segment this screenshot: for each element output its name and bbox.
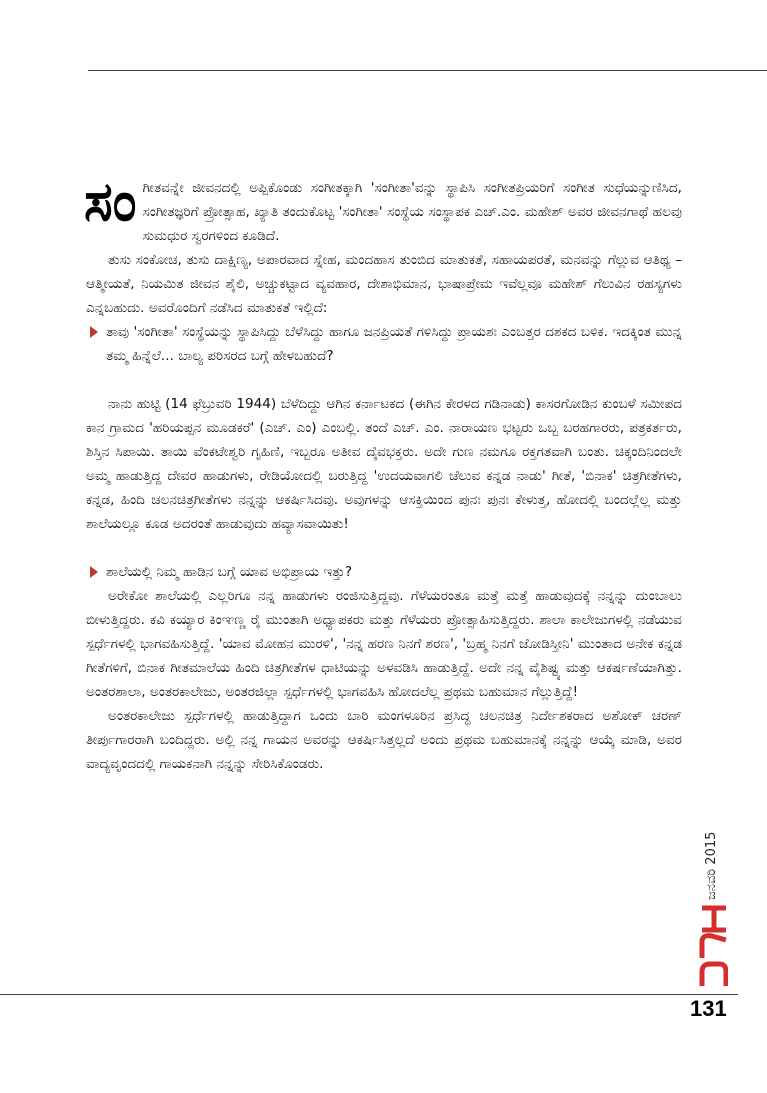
question-1-text: ತಾವು 'ಸಂಗೀತಾ' ಸಂಸ್ಥೆಯನ್ನು ಸ್ಥಾಪಿಸಿದ್ದು ಬೆಳೆಸಿದ್ದು ಹಾಗೂ ಜನಪ್ರಿಯತೆ ಗಳಿಸಿದ್ದು ಪ್ರಾಯಶಃ ಎಂಬತ್ತರ ದಶಕದ ಬಳಿಕ. ಇದಕ್ಕಿಂತ ಮುನ್ನ ತಮ್ಮ ಹಿನ್ನೆಲೆ... ಬಾಲ್ಯ ಪರಿಸರದ ಬಗ್ಗೆ ಹೇಳಬಹುದೆ?: [106, 324, 682, 364]
question-2: [86, 560, 682, 584]
question-bullet-icon: [90, 326, 98, 338]
issue-date: ಜನವರಿ 2015: [704, 831, 719, 900]
magazine-logo: [698, 902, 728, 990]
question-2-text: ಶಾಲೆಯಲ್ಲಿ ನಿಮ್ಮ ಹಾಡಿನ ಬಗ್ಗೆ ಯಾವ ಅಭಿಪ್ರಾಯ ಇತ್ತು?: [106, 564, 353, 580]
page-number: 131: [690, 996, 727, 1021]
article-body: [84, 170, 682, 776]
question-1: [86, 320, 682, 368]
paragraph-2: ತುಸು ಸಂಕೋಚ, ತುಸು ದಾಕ್ಷಿಣ್ಯ, ಅಪಾರವಾದ ಸ್ನೇಹ, ಮಂದಹಾಸ ತುಂಬಿದ ಮಾತುಕತೆ, ಸಹಾಯಪರತೆ, ಮನವನ್ನು ಗೆಲ್ಲುವ ಆತಿಥ್ಯ –ಆತ್ಮೀಯತೆ, ನಿಯಮಿತ ಜೀವನ ಶೈಲಿ, ಅಚ್ಚುಕಟ್ಟಾದ ವ್ಯವಹಾರ, ದೇಶಾಭಿಮಾನ, ಭಾಷಾಪ್ರೇಮ ಇವೆಲ್ಲವೂ ಮಹೇಶ್ ಗೆಲುವಿನ ರಹಸ್ಯಗಳು ಎನ್ನಬಹುದು. ಅವರೊಂದಿಗೆ ನಡೆಸಿದ ಮಾತುಕತೆ ಇಲ್ಲಿದೆ:: [86, 252, 682, 316]
intro-paragraph: [84, 170, 682, 248]
paragraph-5: ಅಂತರಕಾಲೇಜು ಸ್ಪರ್ಧೆಗಳಲ್ಲಿ ಹಾಡುತ್ತಿದ್ದಾಗ ಒಂದು ಬಾರಿ ಮಂಗಳೂರಿನ ಪ್ರಸಿದ್ಧ ಚಲನಚಿತ್ರ ನಿರ್ದೇಶಕರಾದ ಅಶೋಕ್ ಚರಣ್ ತೀರ್ಪುಗಾರರಾಗಿ ಬಂದಿದ್ದರು. ಅಲ್ಲಿ ನನ್ನ ಗಾಯನ ಅವರನ್ನು ಆಕರ್ಷಿಸಿತ್ತಲ್ಲದೆ ಅಂದು ಪ್ರಥಮ ಬಹುಮಾನಕ್ಕೆ ನನ್ನನ್ನು ಆಯ್ಕೆ ಮಾಡಿ, ಅವರ ವಾದ್ಯವೃಂದದಲ್ಲಿ ಗಾಯಕನಾಗಿ ನನ್ನನ್ನು ಸೇರಿಸಿಕೊಂಡರು.: [86, 708, 682, 772]
intro-text: ಗೀತವನ್ನೇ ಜೀವನದಲ್ಲಿ ಅಪ್ಪಿಕೊಂಡು ಸಂಗೀತಕ್ಕಾಗಿ 'ಸಂಗೀತಾ'ವನ್ನು ಸ್ಥಾಪಿಸಿ ಸಂಗೀತಪ್ರಿಯರಿಗೆ ಸಂಗೀತ ಸುಧೆಯನ್ನುಣಿಸಿದ, ಸಂಗೀತಜ್ಞರಿಗೆ ಪ್ರೋತ್ಸಾಹ, ಖ್ಯಾತಿ ತಂದುಕೊಟ್ಟ 'ಸಂಗೀತಾ' ಸಂಸ್ಥೆಯ ಸಂಸ್ಥಾಪಕ ಎಚ್.ಎಂ. ಮಹೇಶ್ ಅವರ ಜೀವನಗಾಥೆ ಹಲವು ಸುಮಧುರ ಸ್ವರಗಳಿಂದ ಕೂಡಿದೆ.: [142, 180, 682, 244]
footer-rule: [0, 994, 738, 995]
magazine-sidebar: [692, 800, 732, 990]
paragraph-4: ಅರೇಕೋ ಶಾಲೆಯಲ್ಲಿ ಎಲ್ಲರಿಗೂ ನನ್ನ ಹಾಡುಗಳು ರಂಜಿಸುತ್ತಿದ್ದವು. ಗೆಳೆಯರಂತೂ ಮತ್ತೆ ಮತ್ತೆ ಹಾಡುವುದಕ್ಕೆ ನನ್ನನ್ನು ದುಂಬಾಲು ಬೀಳುತ್ತಿದ್ದರು. ಕವಿ ಕಯ್ಯಾರ ಕಿಂಞಣ್ಣ ರೈ ಮುಂತಾಗಿ ಅಧ್ಯಾಪಕರು ಮತ್ತು ಗೆಳೆಯರು ಪ್ರೋತ್ಸಾಹಿಸುತ್ತಿದ್ದರು. ಶಾಲಾ ಕಾಲೇಜುಗಳಲ್ಲಿ ನಡೆಯುವ ಸ್ಪರ್ಧೆಗಳಲ್ಲಿ ಭಾಗವಹಿಸುತ್ತಿದ್ದೆ. 'ಯಾವ ಮೋಹನ ಮುರಳಿ', 'ನನ್ನ ಹರಣ ನಿನಗೆ ಶರಣ', 'ಬ್ರಹ್ಮ ನಿನಗೆ ಜೋಡಿಸ್ತೀನಿ' ಮುಂತಾದ ಅನೇಕ ಕನ್ನಡ ಗೀತೆಗಳಿಗೆ, ಬಿನಾಕ ಗೀತಮಾಲೆಯ ಹಿಂದಿ ಚಿತ್ರಗೀತೆಗಳ ಧಾಟಿಯನ್ನು ಅಳವಡಿಸಿ ಹಾಡುತ್ತಿದ್ದೆ. ಅದೇ ನನ್ನ ವೈಶಿಷ್ಟ್ಯ ಮತ್ತು ಆಕರ್ಷಣೆಯಾಗಿತ್ತು. ಅಂತರಶಾಲಾ, ಅಂತರಕಾಲೇಜು, ಅಂತರಜಿಲ್ಲಾ ಸ್ಪರ್ಧೆಗಳಲ್ಲಿ ಭಾಗವಹಿಸಿ ಹೋದಲೆಲ್ಲ ಪ್ರಥಮ ಬಹುಮಾನ ಗೆಲ್ಲುತ್ತಿದ್ದೆ!: [86, 588, 682, 700]
question-bullet-icon: [90, 566, 98, 578]
drop-cap: ಸಂ: [84, 170, 137, 233]
top-rule: [88, 70, 767, 71]
paragraph-3: ನಾನು ಹುಟ್ಟಿ (14 ಫೆಬ್ರುವರಿ 1944) ಬೆಳೆದಿದ್ದು ಆಗಿನ ಕರ್ನಾಟಕದ (ಈಗಿನ ಕೇರಳದ ಗಡಿನಾಡು) ಕಾಸರಗೋಡಿನ ಕುಂಬಳೆ ಸಮೀಪದ ಕಾನ ಗ್ರಾಮದ 'ಹರಿಯಪ್ಪನ ಮೂಡಕರೆ' (ಎಚ್. ಎಂ) ಎಂಬಲ್ಲಿ. ತಂದೆ ಎಚ್. ಎಂ. ನಾರಾಯಣ ಭಟ್ಟರು ಒಬ್ಬ ಬರಹಗಾರರು, ಪತ್ರಕರ್ತರು, ಶಿಸ್ತಿನ ಸಿಪಾಯಿ. ತಾಯಿ ವೆಂಕಟೇಶ್ವರಿ ಗೃಹಿಣಿ, ಇಬ್ಬರೂ ಅತೀವ ದೈವಭಕ್ತರು. ಅದೇ ಗುಣ ನಮಗೂ ರಕ್ತಗತವಾಗಿ ಬಂತು. ಚಿಕ್ಕಂದಿನಿಂದಲೇ ಅಮ್ಮ ಹಾಡುತ್ತಿದ್ದ ದೇವರ ಹಾಡುಗಳು, ರೇಡಿಯೋದಲ್ಲಿ ಬರುತ್ತಿದ್ದ 'ಉದಯವಾಗಲಿ ಚೆಲುವ ಕನ್ನಡ ನಾಡು' ಗೀತೆ, 'ಬಿನಾಕ' ಚಿತ್ರಗೀತೆಗಳು, ಕನ್ನಡ, ಹಿಂದಿ ಚಲನಚಿತ್ರಗೀತೆಗಳು ನನ್ನನ್ನು ಆಕರ್ಷಿಸಿದವು. ಅವುಗಳನ್ನು ಆಸಕ್ತಿಯಿಂದ ಪುನಃ ಪುನಃ ಕೇಳುತ್ತ, ಹೋದಲ್ಲಿ ಬಂದಲ್ಲೆಲ್ಲ ಮತ್ತು ಶಾಲೆಯಲ್ಲೂ ಕೂಡ ಅದರಂತೆ ಹಾಡುವುದು ಹವ್ಯಾಸವಾಯಿತು!: [86, 396, 682, 532]
